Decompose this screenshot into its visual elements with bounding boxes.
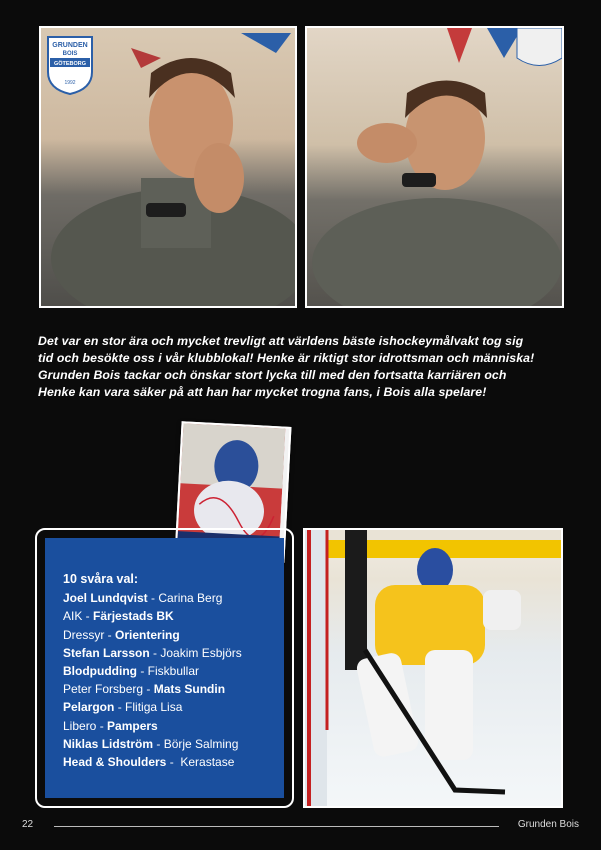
choice-row (63, 626, 242, 644)
caption-line: Grunden Bois tackar och önskar stort lycka till med den fortsatta karriären och (38, 368, 507, 382)
choice-row (63, 698, 242, 716)
choice-option-b: Carina Berg (158, 591, 223, 606)
choice-row (63, 589, 242, 607)
choice-option-a: Joel Lundqvist (63, 591, 148, 606)
choice-separator: - (114, 700, 126, 715)
choice-option-a: Blodpudding (63, 664, 137, 679)
choice-option-b: Börje Salming (163, 736, 239, 751)
choice-option-b: Flitiga Lisa (125, 700, 183, 715)
choice-option-b: Färjestads BK (93, 609, 174, 624)
choice-separator: - (149, 645, 161, 660)
choice-option-b: Pampers (107, 718, 158, 733)
grunden-bois-logo (45, 34, 95, 96)
photo-goalie-in-net (303, 528, 563, 808)
caption-line: Henke kan vara säker på att han har mycket trogna fans, i Bois alla spelare! (38, 385, 487, 399)
photo-goalie-laughing (305, 26, 564, 308)
svg-text:1992: 1992 (64, 80, 76, 86)
choices-panel (35, 528, 294, 808)
choice-row (63, 680, 242, 698)
choices-title: 10 svåra val: (63, 572, 139, 586)
choice-separator: - (96, 718, 108, 733)
choice-separator: - (153, 736, 164, 751)
choice-option-a: Dressyr (63, 627, 105, 642)
choices-panel-background (45, 538, 284, 798)
choice-row (63, 735, 242, 753)
svg-text:GÖTEBORG: GÖTEBORG (53, 61, 87, 67)
choice-option-a: Pelargon (63, 700, 115, 715)
choice-option-a: Peter Forsberg (63, 682, 144, 697)
choice-row (63, 607, 242, 625)
choice-separator: - (147, 591, 159, 606)
choice-option-a: Libero (63, 718, 97, 733)
choice-option-a: Stefan Larsson (63, 645, 150, 660)
choice-row (63, 644, 242, 662)
choice-separator: - (166, 755, 181, 770)
svg-text:GRUNDEN: GRUNDEN (52, 42, 88, 49)
choice-row (63, 753, 242, 771)
choice-option-b: Joakim Esbjörs (160, 645, 242, 660)
page-number: 22 (22, 819, 34, 830)
choice-option-b: Orientering (115, 627, 180, 642)
choice-option-a: Head & Shoulders (63, 755, 167, 770)
footer-divider (54, 826, 499, 827)
choice-row (63, 717, 242, 735)
publication-name: Grunden Bois (517, 819, 579, 830)
choice-separator: - (136, 664, 148, 679)
choice-row (63, 662, 242, 680)
choice-option-b: Mats Sundin (153, 682, 226, 697)
choice-separator: - (82, 609, 94, 624)
choice-separator: - (143, 682, 154, 697)
choice-option-b: Kerastase (180, 755, 235, 770)
choice-option-a: AIK (63, 609, 83, 624)
choice-option-a: Niklas Lidström (63, 736, 154, 751)
svg-text:BOIS: BOIS (62, 51, 78, 57)
caption-line: Det var en stor ära och mycket trevligt att världens bäste ishockeymålvakt tog sig (38, 334, 524, 348)
caption-line: tid och besökte oss i vår klubblokal! Henke är riktigt stor idrottsman och människa! (38, 351, 535, 365)
choice-separator: - (104, 627, 116, 642)
article-caption (38, 333, 570, 401)
choice-option-b: Fiskbullar (147, 664, 200, 679)
choices-list (63, 570, 242, 771)
photo-goalie-smiling (39, 26, 297, 308)
